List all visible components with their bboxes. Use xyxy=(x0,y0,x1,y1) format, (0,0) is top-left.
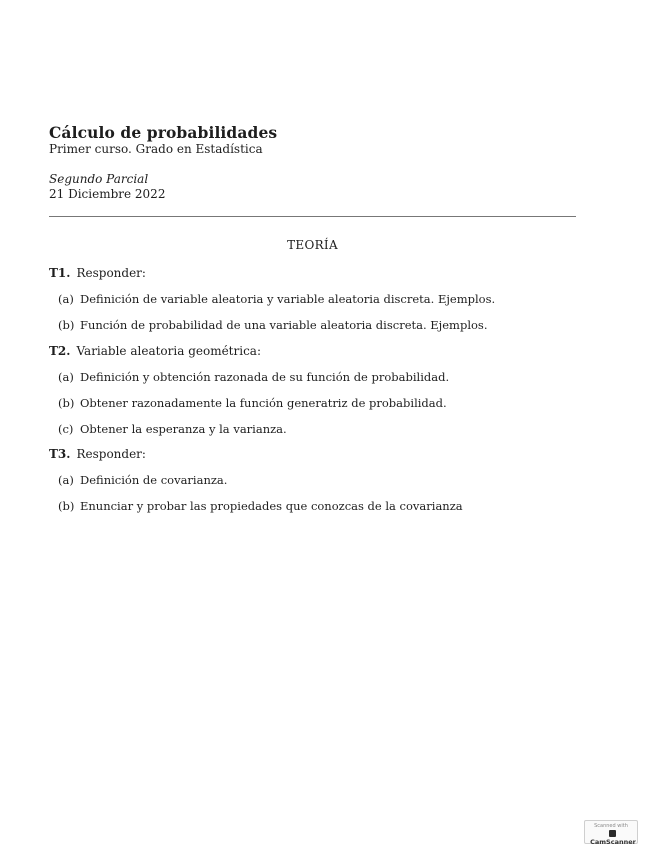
list-item xyxy=(58,499,463,513)
question-text: Variable aleatoria geométrica: xyxy=(76,344,261,358)
item-label: (a) xyxy=(58,473,74,487)
section-title: TEORÍA xyxy=(287,238,338,252)
question-t3 xyxy=(49,447,146,461)
question-t2 xyxy=(49,344,261,358)
list-item xyxy=(58,473,227,487)
exam-name: Segundo Parcial xyxy=(49,172,149,186)
question-label: T1. xyxy=(49,266,71,280)
item-text: Función de probabilidad de una variable aleatoria discreta. Ejemplos. xyxy=(80,318,488,332)
scanner-watermark xyxy=(584,820,638,844)
question-t1 xyxy=(49,266,146,280)
item-text: Obtener la esperanza y la varianza. xyxy=(80,422,287,436)
item-text: Obtener razonadamente la función generatriz de probabilidad. xyxy=(80,396,447,410)
list-item xyxy=(58,370,449,384)
list-item xyxy=(58,396,447,410)
item-label: (c) xyxy=(58,422,74,436)
item-label: (a) xyxy=(58,370,74,384)
list-item xyxy=(58,318,487,332)
camscanner-logo-icon xyxy=(609,830,616,837)
item-text: Definición y obtención razonada de su función de probabilidad. xyxy=(80,370,450,384)
question-label: T3. xyxy=(49,447,71,461)
item-label: (b) xyxy=(58,396,75,410)
item-label: (b) xyxy=(58,499,75,513)
item-text: Definición de variable aleatoria y variable aleatoria discreta. Ejemplos. xyxy=(80,292,496,306)
question-text: Responder: xyxy=(76,266,146,280)
watermark-caption: Scanned with xyxy=(594,823,628,829)
item-text: Enunciar y probar las propiedades que conozcas de la covarianza xyxy=(80,499,463,513)
question-label: T2. xyxy=(49,344,71,358)
list-item xyxy=(58,422,287,436)
exam-date: 21 Diciembre 2022 xyxy=(49,187,166,201)
item-label: (a) xyxy=(58,292,74,306)
list-item xyxy=(58,292,495,306)
course-title: Cálculo de probabilidades xyxy=(49,123,278,142)
item-text: Definición de covarianza. xyxy=(80,473,228,487)
watermark-brand-text: CamScanner xyxy=(590,838,636,846)
item-label: (b) xyxy=(58,318,75,332)
question-text: Responder: xyxy=(76,447,146,461)
course-subtitle: Primer curso. Grado en Estadística xyxy=(49,142,263,156)
header-divider xyxy=(49,216,576,217)
watermark-brand xyxy=(589,830,637,846)
